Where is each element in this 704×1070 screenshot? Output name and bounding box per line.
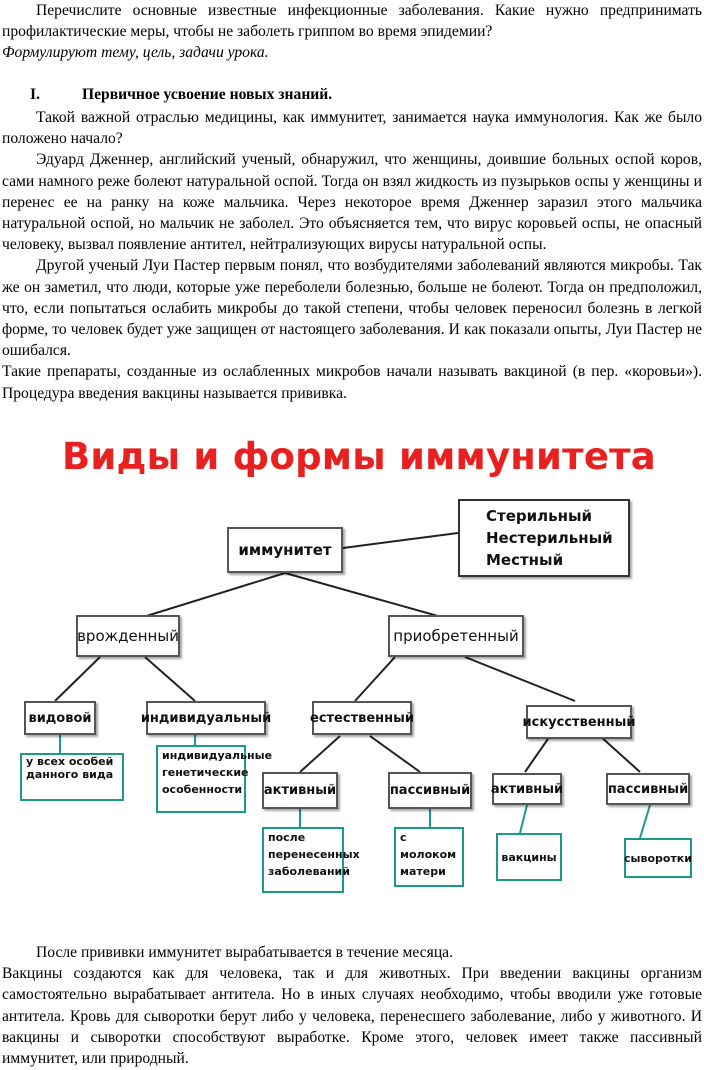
individual-note-line1: индивидуальные (162, 749, 273, 762)
artificial-box: искусственный (526, 705, 632, 739)
paragraph-pasteur: Другой ученый Луи Пастер первым понял, что возбудителями заболеваний являются микробы. Так же он заметил, что люди, которые уже переболели болезнью, больше не болеют. Тогда он предположил, что, если попытаться ослабить микробы до такой степени, чтобы человек переносил болезнь в легкой форме, то человек будет уже защищен от настоящего заболевания. И как показали опыты, Луи Пастер не ошибался. (2, 257, 702, 360)
type-nonsterile: Нестерильный (486, 529, 613, 547)
paragraph-serum: Вакцины создаются как для человека, так и для животных. При введении вакцины организм самостоятельно вырабатывает антитела. Но в иных случаях необходимо, чтобы вводили уже готовые антитела. Кровь для сыворотки берут либо у человека, перенесшего заболевание, либо у животного. И вакцины и сыворотки способствуют выработке. Кроме этого, человек имеет также пассивный иммунитет, или природный. (2, 965, 702, 1068)
section-title: Первичное усвоение новых знаний. (82, 86, 333, 103)
intro-task: Формулируют тему, цель, задачи урока. (2, 44, 269, 62)
species-note-line2: данного вида (26, 768, 114, 781)
natural-passive-note-box (394, 827, 464, 887)
individual-note-box (156, 745, 273, 813)
diagram-title: Виды и формы иммунитета (62, 435, 656, 478)
natural-active-box: активный (262, 772, 338, 809)
section-number: I. (30, 86, 40, 103)
artificial-passive-box: пассивный (606, 773, 690, 805)
individual-note-line3: особенности (162, 783, 243, 796)
acquired-box: приобретенный (388, 615, 524, 657)
natural-active-note-line3: заболеваний (268, 865, 350, 878)
type-sterile: Стерильный (486, 507, 593, 525)
types-box (458, 499, 630, 577)
intro-question: Перечислите основные известные инфекционные заболевания. Какие нужно предпринимать профилактические меры, чтобы не заболеть гриппом во время эпидемии? (2, 2, 702, 41)
root-box: иммунитет (227, 527, 343, 573)
species-note-box (20, 753, 124, 801)
section-heading (30, 86, 332, 104)
species-note-line1: у всех особей (26, 755, 114, 768)
artificial-passive-note-box: сыворотки (624, 838, 692, 878)
paragraph-jenner: Эдуард Дженнер, английский ученый, обнаружил, что женщины, доившие больных оспой коров, сами намного реже болеют натуральной оспой. Тогда он взял жидкость из пузырьков оспы у женщины и перенес ее на ранку на коже мальчика. Через некоторое время Дженнер заразил этого мальчика натуральной оспой, но мальчик не заболел. Это объясняется тем, что вирус коровьей оспы, не опасный человеку, вызвал появление антител, нейтрализующих вирусы натуральной оспы. (2, 151, 702, 254)
artificial-active-note-box: вакцины (496, 833, 562, 881)
individual-note-line2: генетические (162, 766, 249, 779)
artificial-active-box: активный (492, 773, 562, 805)
natural-passive-note-line1: с молоком (400, 831, 457, 861)
closing-text (2, 942, 702, 1069)
innate-box: врожденный (76, 615, 180, 657)
body-text (2, 107, 702, 404)
paragraph-month: После прививки иммунитет вырабатывается в течение месяца. (36, 944, 453, 961)
type-local: Местный (486, 551, 564, 569)
natural-box: естественный (312, 701, 412, 735)
natural-active-note-box (262, 827, 360, 893)
natural-active-note-line1: после (268, 831, 306, 844)
natural-passive-box: пассивный (388, 772, 472, 809)
intro-paragraph (2, 0, 702, 64)
natural-active-note-line2: перенесенных (268, 848, 360, 861)
individual-box: индивидуальный (146, 701, 266, 735)
immunity-diagram (0, 425, 704, 945)
paragraph-vaccine: Такие препараты, созданные из ослабленных микробов начали называть вакциной (в пер. «коровьи»). Процедура введения вакцины называется прививка. (2, 363, 702, 402)
natural-passive-note-line2: матери (400, 865, 446, 878)
species-box: видовой (24, 701, 96, 735)
paragraph-immunology: Такой важной отраслью медицины, как иммунитет, занимается наука иммунология. Как же было положено начало? (2, 109, 702, 148)
